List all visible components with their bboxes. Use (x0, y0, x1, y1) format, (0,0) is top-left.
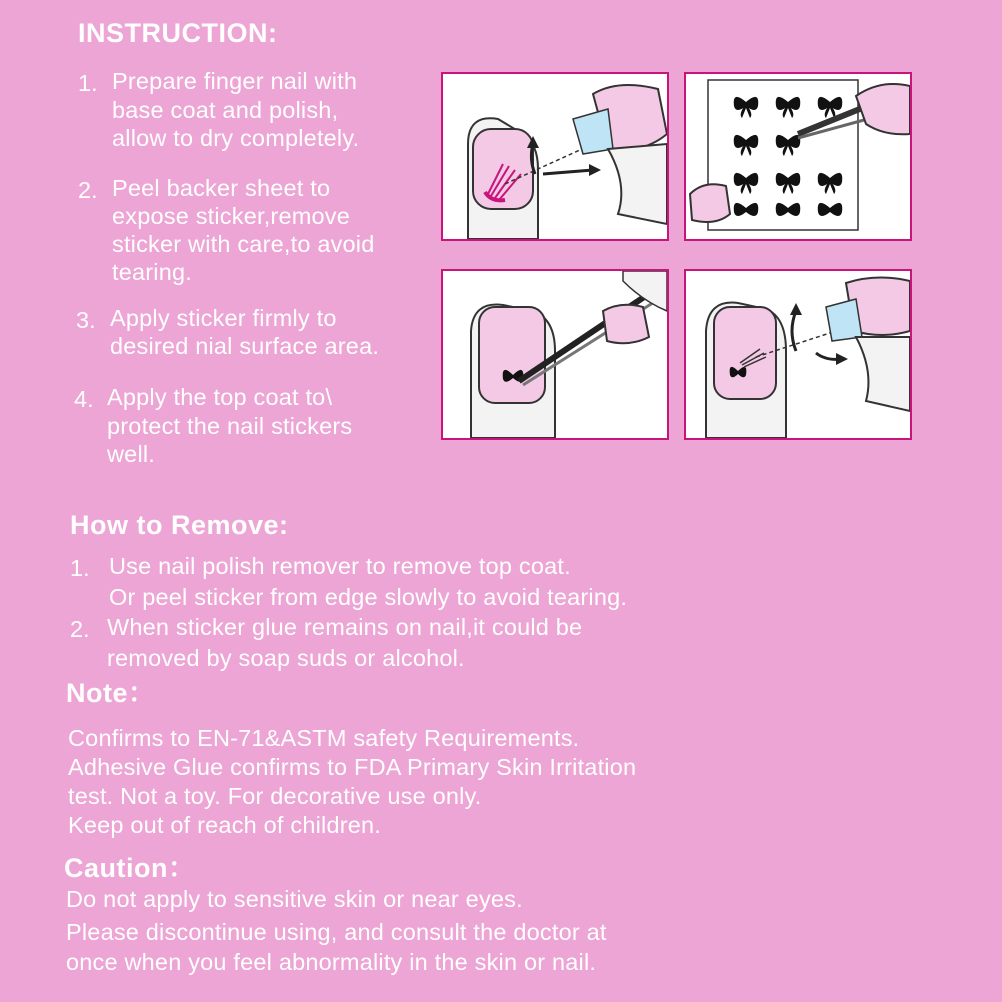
remove-step-1-line-1: Use nail polish remover to remove top coat. (109, 553, 571, 579)
sticker-sheet-illustration (684, 72, 912, 241)
step-2-number: 2. (78, 177, 98, 203)
caution-line-2: Please discontinue using, and consult the doctor at (66, 919, 607, 945)
note-line-2: Adhesive Glue confirms to FDA Primary Skin Irritation (68, 754, 637, 780)
apply-sticker-illustration (441, 269, 669, 440)
step-4-line-2: protect the nail stickers (107, 413, 353, 439)
note-line-1: Confirms to EN-71&ASTM safety Requirements. (68, 725, 580, 751)
step-1-line-1: Prepare finger nail with (112, 68, 358, 94)
step-4-number: 4. (74, 386, 94, 412)
step-2-line-2: expose sticker,remove (112, 203, 350, 229)
step-2-line-4: tearing. (112, 259, 192, 285)
step-4-line-1: Apply the top coat to\ (107, 384, 333, 410)
instruction-heading: INSTRUCTION: (78, 18, 278, 48)
step-2-line-1: Peel backer sheet to (112, 175, 331, 201)
remove-step-2-line-2: removed by soap suds or alcohol. (107, 645, 465, 671)
remove-heading: How to Remove: (70, 510, 289, 540)
top-coat-illustration (684, 269, 912, 440)
step-3-line-2: desired nial surface area. (110, 333, 380, 359)
step-2-line-3: sticker with care,to avoid (112, 231, 375, 257)
step-1-number: 1. (78, 70, 98, 96)
peel-sticker-illustration (441, 72, 669, 241)
caution-line-3: once when you feel abnormality in the skin or nail. (66, 949, 597, 975)
caution-line-1: Do not apply to sensitive skin or near eyes. (66, 886, 523, 912)
remove-step-2-line-1: When sticker glue remains on nail,it could be (107, 614, 583, 640)
remove-step-1-number: 1. (70, 555, 90, 581)
note-line-4: Keep out of reach of children. (68, 812, 382, 838)
remove-step-2-number: 2. (70, 616, 90, 642)
note-line-3: test. Not a toy. For decorative use only. (68, 783, 482, 809)
step-1-line-3: allow to dry completely. (112, 125, 360, 151)
note-heading: Note： (66, 678, 156, 708)
step-4-line-3: well. (107, 441, 156, 467)
step-1-line-2: base coat and polish, (112, 97, 339, 123)
caution-heading: Caution： (64, 853, 196, 883)
step-3-line-1: Apply sticker firmly to (110, 305, 337, 331)
remove-step-1-line-2: Or peel sticker from edge slowly to avoid tearing. (109, 584, 628, 610)
step-3-number: 3. (76, 307, 96, 333)
